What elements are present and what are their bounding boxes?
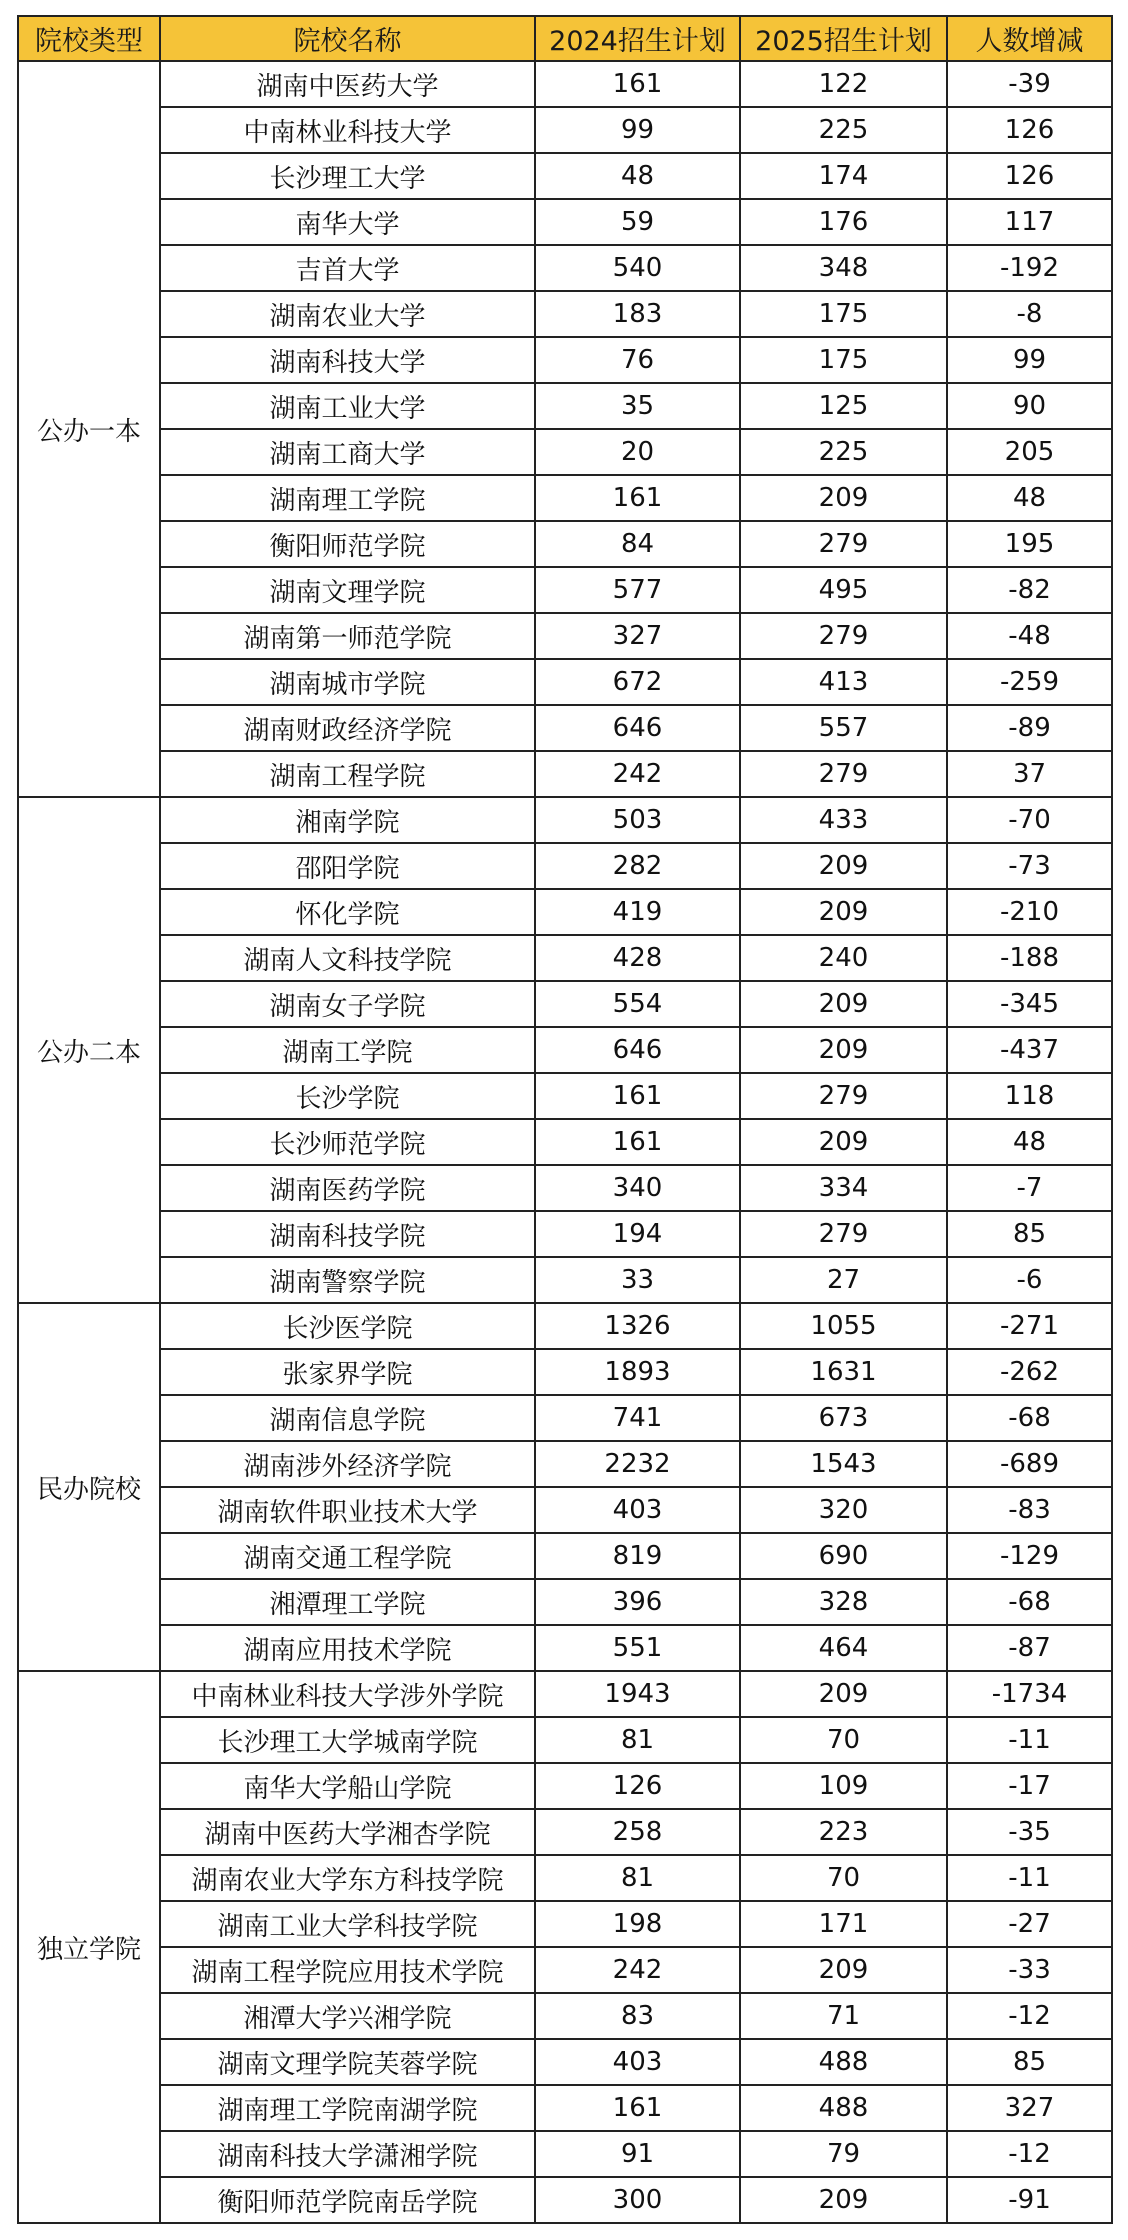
plan-2024-cell: 242 [535, 1947, 740, 1993]
plan-2024-cell: 161 [535, 475, 740, 521]
plan-2025-cell: 279 [740, 613, 947, 659]
change-cell: -7 [947, 1165, 1112, 1211]
school-name-cell: 湖南科技学院 [160, 1211, 535, 1257]
change-cell: -87 [947, 1625, 1112, 1671]
plan-2024-cell: 20 [535, 429, 740, 475]
plan-2025-cell: 209 [740, 475, 947, 521]
table-row [18, 1257, 1112, 1303]
table-row [18, 1579, 1112, 1625]
school-name-cell: 湖南文理学院芙蓉学院 [160, 2039, 535, 2085]
plan-2024-cell: 33 [535, 1257, 740, 1303]
plan-2024-cell: 819 [535, 1533, 740, 1579]
school-name-cell: 湖南文理学院 [160, 567, 535, 613]
school-name-cell: 湖南理工学院南湖学院 [160, 2085, 535, 2131]
plan-2024-cell: 81 [535, 1717, 740, 1763]
school-name-cell: 湖南工程学院 [160, 751, 535, 797]
plan-2024-cell: 83 [535, 1993, 740, 2039]
table-row [18, 1441, 1112, 1487]
plan-2025-cell: 209 [740, 2177, 947, 2223]
table-row [18, 1947, 1112, 1993]
plan-2024-cell: 428 [535, 935, 740, 981]
plan-2025-cell: 225 [740, 107, 947, 153]
plan-2024-cell: 340 [535, 1165, 740, 1211]
school-name-cell: 湖南城市学院 [160, 659, 535, 705]
change-cell: -83 [947, 1487, 1112, 1533]
plan-2024-cell: 577 [535, 567, 740, 613]
change-cell: 327 [947, 2085, 1112, 2131]
plan-2024-cell: 99 [535, 107, 740, 153]
table-row [18, 1119, 1112, 1165]
plan-2024-cell: 161 [535, 2085, 740, 2131]
school-name-cell: 湘潭理工学院 [160, 1579, 535, 1625]
change-cell: -11 [947, 1855, 1112, 1901]
table-row [18, 337, 1112, 383]
header-row [18, 16, 1112, 61]
header-plan-2024: 2024招生计划 [535, 16, 740, 61]
plan-2025-cell: 70 [740, 1717, 947, 1763]
change-cell: -437 [947, 1027, 1112, 1073]
table-row [18, 1855, 1112, 1901]
school-name-cell: 湖南医药学院 [160, 1165, 535, 1211]
change-cell: -89 [947, 705, 1112, 751]
plan-2025-cell: 209 [740, 1119, 947, 1165]
plan-2024-cell: 1326 [535, 1303, 740, 1349]
change-cell: 126 [947, 153, 1112, 199]
change-cell: 48 [947, 1119, 1112, 1165]
plan-2024-cell: 403 [535, 2039, 740, 2085]
change-cell: -192 [947, 245, 1112, 291]
change-cell: -82 [947, 567, 1112, 613]
plan-2025-cell: 334 [740, 1165, 947, 1211]
enrollment-table-container [17, 15, 1113, 2224]
plan-2024-cell: 554 [535, 981, 740, 1027]
table-row [18, 2039, 1112, 2085]
change-cell: -345 [947, 981, 1112, 1027]
table-row [18, 889, 1112, 935]
change-cell: -11 [947, 1717, 1112, 1763]
school-type-cell: 独立学院 [18, 1671, 160, 2223]
table-row [18, 383, 1112, 429]
school-name-cell: 邵阳学院 [160, 843, 535, 889]
change-cell: 99 [947, 337, 1112, 383]
plan-2024-cell: 672 [535, 659, 740, 705]
plan-2025-cell: 488 [740, 2039, 947, 2085]
plan-2025-cell: 71 [740, 1993, 947, 2039]
change-cell: -68 [947, 1579, 1112, 1625]
plan-2024-cell: 48 [535, 153, 740, 199]
school-name-cell: 南华大学船山学院 [160, 1763, 535, 1809]
school-name-cell: 湖南科技大学 [160, 337, 535, 383]
table-row [18, 1395, 1112, 1441]
change-cell: -33 [947, 1947, 1112, 1993]
plan-2025-cell: 1055 [740, 1303, 947, 1349]
plan-2025-cell: 495 [740, 567, 947, 613]
table-row [18, 1809, 1112, 1855]
table-row [18, 1027, 1112, 1073]
table-row [18, 475, 1112, 521]
table-header [18, 16, 1112, 61]
plan-2024-cell: 258 [535, 1809, 740, 1855]
school-name-cell: 湖南财政经济学院 [160, 705, 535, 751]
change-cell: -48 [947, 613, 1112, 659]
plan-2024-cell: 540 [535, 245, 740, 291]
table-row [18, 291, 1112, 337]
change-cell: 37 [947, 751, 1112, 797]
plan-2025-cell: 225 [740, 429, 947, 475]
plan-2024-cell: 646 [535, 1027, 740, 1073]
plan-2024-cell: 1943 [535, 1671, 740, 1717]
change-cell: -91 [947, 2177, 1112, 2223]
table-body [18, 61, 1112, 2223]
school-name-cell: 中南林业科技大学涉外学院 [160, 1671, 535, 1717]
school-name-cell: 衡阳师范学院南岳学院 [160, 2177, 535, 2223]
plan-2025-cell: 557 [740, 705, 947, 751]
school-name-cell: 张家界学院 [160, 1349, 535, 1395]
school-name-cell: 南华大学 [160, 199, 535, 245]
table-row [18, 1901, 1112, 1947]
change-cell: -68 [947, 1395, 1112, 1441]
change-cell: 85 [947, 2039, 1112, 2085]
change-cell: -689 [947, 1441, 1112, 1487]
school-name-cell: 湖南科技大学潇湘学院 [160, 2131, 535, 2177]
plan-2025-cell: 209 [740, 1671, 947, 1717]
school-name-cell: 湖南人文科技学院 [160, 935, 535, 981]
school-type-cell: 公办二本 [18, 797, 160, 1303]
school-name-cell: 湖南理工学院 [160, 475, 535, 521]
plan-2025-cell: 348 [740, 245, 947, 291]
table-row [18, 1717, 1112, 1763]
change-cell: -262 [947, 1349, 1112, 1395]
plan-2025-cell: 279 [740, 521, 947, 567]
change-cell: -12 [947, 2131, 1112, 2177]
plan-2025-cell: 673 [740, 1395, 947, 1441]
plan-2024-cell: 503 [535, 797, 740, 843]
change-cell: -73 [947, 843, 1112, 889]
plan-2024-cell: 646 [535, 705, 740, 751]
change-cell: -1734 [947, 1671, 1112, 1717]
school-name-cell: 中南林业科技大学 [160, 107, 535, 153]
school-name-cell: 湖南农业大学 [160, 291, 535, 337]
table-row [18, 1487, 1112, 1533]
table-row [18, 1073, 1112, 1119]
change-cell: 126 [947, 107, 1112, 153]
table-row [18, 613, 1112, 659]
table-row [18, 705, 1112, 751]
table-row [18, 1533, 1112, 1579]
change-cell: 118 [947, 1073, 1112, 1119]
table-row [18, 107, 1112, 153]
plan-2025-cell: 70 [740, 1855, 947, 1901]
plan-2024-cell: 84 [535, 521, 740, 567]
table-row [18, 935, 1112, 981]
change-cell: -259 [947, 659, 1112, 705]
plan-2025-cell: 240 [740, 935, 947, 981]
plan-2025-cell: 176 [740, 199, 947, 245]
school-name-cell: 长沙理工大学 [160, 153, 535, 199]
plan-2024-cell: 161 [535, 1073, 740, 1119]
school-name-cell: 湖南工程学院应用技术学院 [160, 1947, 535, 1993]
plan-2025-cell: 1631 [740, 1349, 947, 1395]
plan-2024-cell: 2232 [535, 1441, 740, 1487]
plan-2025-cell: 328 [740, 1579, 947, 1625]
change-cell: -210 [947, 889, 1112, 935]
plan-2025-cell: 209 [740, 1027, 947, 1073]
school-name-cell: 湖南中医药大学 [160, 61, 535, 107]
change-cell: -17 [947, 1763, 1112, 1809]
change-cell: 85 [947, 1211, 1112, 1257]
plan-2025-cell: 209 [740, 889, 947, 935]
school-type-cell: 民办院校 [18, 1303, 160, 1671]
table-row [18, 429, 1112, 475]
change-cell: -271 [947, 1303, 1112, 1349]
school-name-cell: 衡阳师范学院 [160, 521, 535, 567]
table-row [18, 981, 1112, 1027]
table-row [18, 1625, 1112, 1671]
plan-2024-cell: 76 [535, 337, 740, 383]
plan-2025-cell: 209 [740, 981, 947, 1027]
plan-2024-cell: 194 [535, 1211, 740, 1257]
school-name-cell: 湖南信息学院 [160, 1395, 535, 1441]
plan-2025-cell: 488 [740, 2085, 947, 2131]
school-name-cell: 长沙理工大学城南学院 [160, 1717, 535, 1763]
plan-2024-cell: 183 [535, 291, 740, 337]
school-name-cell: 湖南涉外经济学院 [160, 1441, 535, 1487]
school-name-cell: 吉首大学 [160, 245, 535, 291]
change-cell: -35 [947, 1809, 1112, 1855]
plan-2024-cell: 403 [535, 1487, 740, 1533]
plan-2024-cell: 551 [535, 1625, 740, 1671]
school-name-cell: 湖南工商大学 [160, 429, 535, 475]
change-cell: 205 [947, 429, 1112, 475]
header-school-type: 院校类型 [18, 16, 160, 61]
school-name-cell: 湖南工学院 [160, 1027, 535, 1073]
school-name-cell: 湘潭大学兴湘学院 [160, 1993, 535, 2039]
table-row [18, 843, 1112, 889]
plan-2025-cell: 171 [740, 1901, 947, 1947]
change-cell: -39 [947, 61, 1112, 107]
change-cell: 195 [947, 521, 1112, 567]
plan-2024-cell: 327 [535, 613, 740, 659]
plan-2025-cell: 279 [740, 1073, 947, 1119]
school-name-cell: 湖南农业大学东方科技学院 [160, 1855, 535, 1901]
school-name-cell: 湖南应用技术学院 [160, 1625, 535, 1671]
table-row [18, 2177, 1112, 2223]
school-name-cell: 湖南中医药大学湘杏学院 [160, 1809, 535, 1855]
table-row [18, 797, 1112, 843]
plan-2024-cell: 741 [535, 1395, 740, 1441]
plan-2024-cell: 282 [535, 843, 740, 889]
plan-2024-cell: 35 [535, 383, 740, 429]
header-school-name: 院校名称 [160, 16, 535, 61]
table-row [18, 659, 1112, 705]
table-row [18, 1211, 1112, 1257]
plan-2025-cell: 209 [740, 843, 947, 889]
plan-2024-cell: 198 [535, 1901, 740, 1947]
table-row [18, 2131, 1112, 2177]
plan-2025-cell: 690 [740, 1533, 947, 1579]
plan-2024-cell: 91 [535, 2131, 740, 2177]
school-name-cell: 湖南软件职业技术大学 [160, 1487, 535, 1533]
table-row [18, 567, 1112, 613]
change-cell: -6 [947, 1257, 1112, 1303]
school-name-cell: 怀化学院 [160, 889, 535, 935]
plan-2025-cell: 433 [740, 797, 947, 843]
plan-2025-cell: 175 [740, 291, 947, 337]
change-cell: -8 [947, 291, 1112, 337]
plan-2025-cell: 279 [740, 751, 947, 797]
change-cell: 117 [947, 199, 1112, 245]
table-row [18, 199, 1112, 245]
plan-2024-cell: 1893 [535, 1349, 740, 1395]
plan-2025-cell: 122 [740, 61, 947, 107]
header-change: 人数增减 [947, 16, 1112, 61]
plan-2025-cell: 79 [740, 2131, 947, 2177]
plan-2025-cell: 223 [740, 1809, 947, 1855]
table-row [18, 2085, 1112, 2131]
school-name-cell: 长沙师范学院 [160, 1119, 535, 1165]
table-row [18, 153, 1112, 199]
plan-2024-cell: 242 [535, 751, 740, 797]
plan-2024-cell: 161 [535, 61, 740, 107]
plan-2025-cell: 209 [740, 1947, 947, 1993]
school-name-cell: 湖南工业大学 [160, 383, 535, 429]
plan-2025-cell: 27 [740, 1257, 947, 1303]
school-name-cell: 湖南交通工程学院 [160, 1533, 535, 1579]
table-row [18, 1165, 1112, 1211]
plan-2024-cell: 126 [535, 1763, 740, 1809]
change-cell: 90 [947, 383, 1112, 429]
change-cell: -27 [947, 1901, 1112, 1947]
school-type-cell: 公办一本 [18, 61, 160, 797]
enrollment-plan-table [17, 15, 1113, 2224]
change-cell: -129 [947, 1533, 1112, 1579]
plan-2025-cell: 174 [740, 153, 947, 199]
plan-2024-cell: 59 [535, 199, 740, 245]
change-cell: -188 [947, 935, 1112, 981]
plan-2025-cell: 320 [740, 1487, 947, 1533]
table-row [18, 751, 1112, 797]
table-row [18, 1671, 1112, 1717]
table-row [18, 245, 1112, 291]
school-name-cell: 湖南警察学院 [160, 1257, 535, 1303]
table-row [18, 61, 1112, 107]
plan-2025-cell: 464 [740, 1625, 947, 1671]
plan-2024-cell: 161 [535, 1119, 740, 1165]
table-row [18, 521, 1112, 567]
plan-2025-cell: 279 [740, 1211, 947, 1257]
plan-2024-cell: 81 [535, 1855, 740, 1901]
plan-2025-cell: 413 [740, 659, 947, 705]
table-row [18, 1303, 1112, 1349]
header-plan-2025: 2025招生计划 [740, 16, 947, 61]
change-cell: -12 [947, 1993, 1112, 2039]
table-row [18, 1349, 1112, 1395]
school-name-cell: 湖南工业大学科技学院 [160, 1901, 535, 1947]
plan-2025-cell: 1543 [740, 1441, 947, 1487]
change-cell: -70 [947, 797, 1112, 843]
school-name-cell: 湖南女子学院 [160, 981, 535, 1027]
change-cell: 48 [947, 475, 1112, 521]
plan-2024-cell: 300 [535, 2177, 740, 2223]
plan-2025-cell: 109 [740, 1763, 947, 1809]
plan-2024-cell: 396 [535, 1579, 740, 1625]
school-name-cell: 长沙学院 [160, 1073, 535, 1119]
table-row [18, 1763, 1112, 1809]
school-name-cell: 湖南第一师范学院 [160, 613, 535, 659]
plan-2024-cell: 419 [535, 889, 740, 935]
table-row [18, 1993, 1112, 2039]
school-name-cell: 湘南学院 [160, 797, 535, 843]
plan-2025-cell: 175 [740, 337, 947, 383]
school-name-cell: 长沙医学院 [160, 1303, 535, 1349]
plan-2025-cell: 125 [740, 383, 947, 429]
